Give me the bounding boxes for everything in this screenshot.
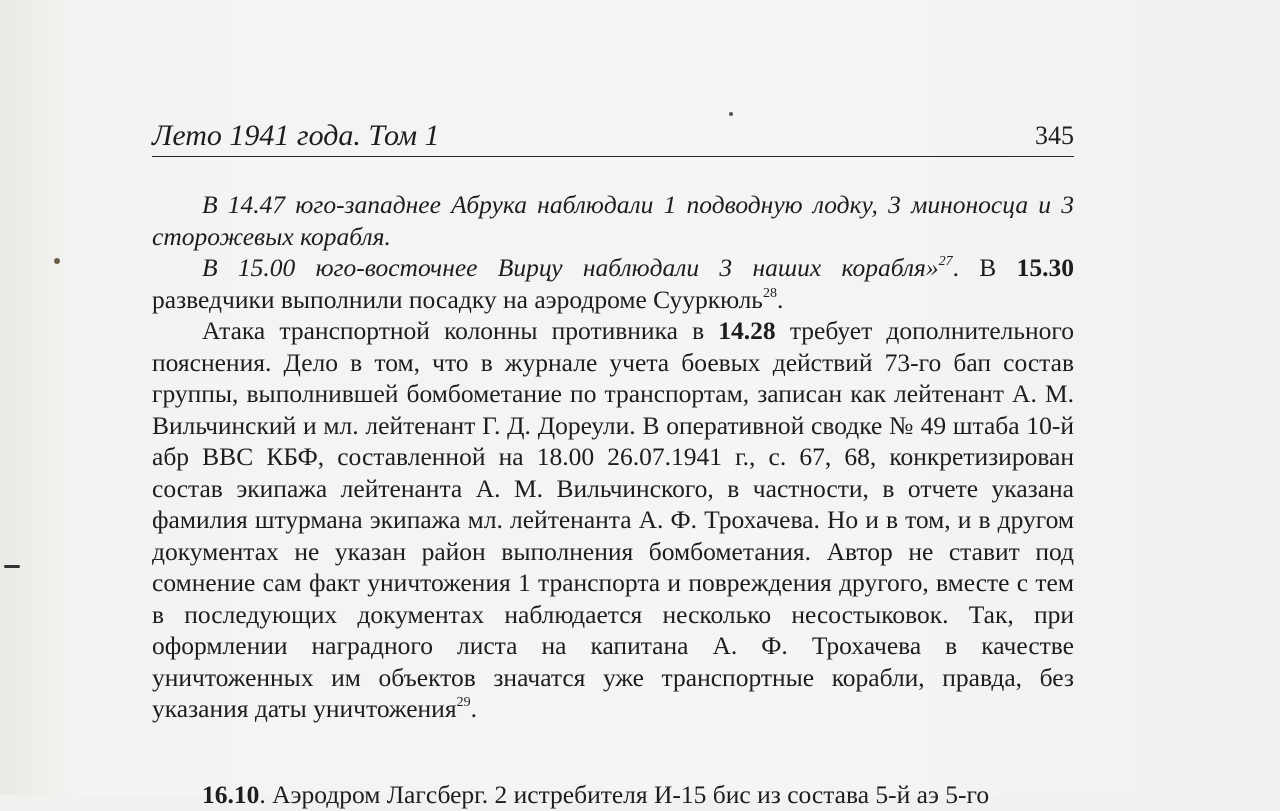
- body-text: [152, 189, 1074, 725]
- paper-speck: [54, 258, 60, 264]
- text-run: . В: [952, 253, 1017, 282]
- time-bold: 16.10: [202, 780, 260, 809]
- page-number: 345: [1035, 121, 1074, 150]
- paragraph-3: [152, 315, 1074, 725]
- quote-text: В 15.00 юго-восточнее Вирцу наблюдали 3 наших корабля»: [202, 253, 939, 282]
- text-run: . Аэродром Лагсберг. 2 истребителя И-15 бис из состава 5-й аэ 5-го: [259, 780, 990, 809]
- paragraph-1: В 14.47 юго-западнее Абрука наблюдали 1 подводную лодку, 3 миноносца и 3 сторожевых корабля.: [152, 190, 1074, 251]
- time-bold: 15.30: [1016, 253, 1074, 282]
- text-run: требует дополнительного пояснения. Дело в том, что в журнале учета боевых действий 73-го бап состав группы, выполнившей бомбометание по транспортам, записан как лейтенант А. М. Вильчинский и мл. лейтенант Г. Д. Дореули. В оперативной сводке № 49 штаба 10-й абр ВВС КБФ, составленной на 18.00 26.07.1941 г., с. 67, 68, конкретизирован состав экипажа лейтенанта А. М. Вильчинского, в частности, в отчете указана фамилия штурмана экипажа мл. лейтенанта А. Ф. Трохачева. Но и в том, и в другом документах не указан район выполнения бомбометания. Автор не ставит под сомнение сам факт уничтожения 1 транспорта и повреждения другого, вместе с тем в последующих документах наблюдается несколько несостыковок. Так, при оформлении наградного листа на капитана А. Ф. Трохачева в качестве уничтоженных им объектов значатся уже транспортные корабли, правда, без указания даты уничтожения: [152, 316, 1074, 723]
- text-run: .: [776, 284, 784, 314]
- time-bold: 14.28: [718, 316, 776, 345]
- text-run: разведчики выполнили посадку на аэродроме Сууркюль: [152, 284, 763, 314]
- running-header: [152, 118, 1074, 157]
- footnote-ref: 28: [762, 285, 777, 301]
- text-run: Атака транспортной колонны противника в: [202, 316, 719, 345]
- paper-speck: [4, 565, 20, 568]
- footnote-ref: 27: [938, 254, 953, 269]
- footnote-ref: 29: [456, 695, 471, 710]
- text-run: .: [470, 694, 477, 723]
- paragraph-2: [152, 252, 1074, 315]
- paper-speck: [729, 112, 733, 116]
- running-title: Лето 1941 года. Том 1: [152, 119, 440, 152]
